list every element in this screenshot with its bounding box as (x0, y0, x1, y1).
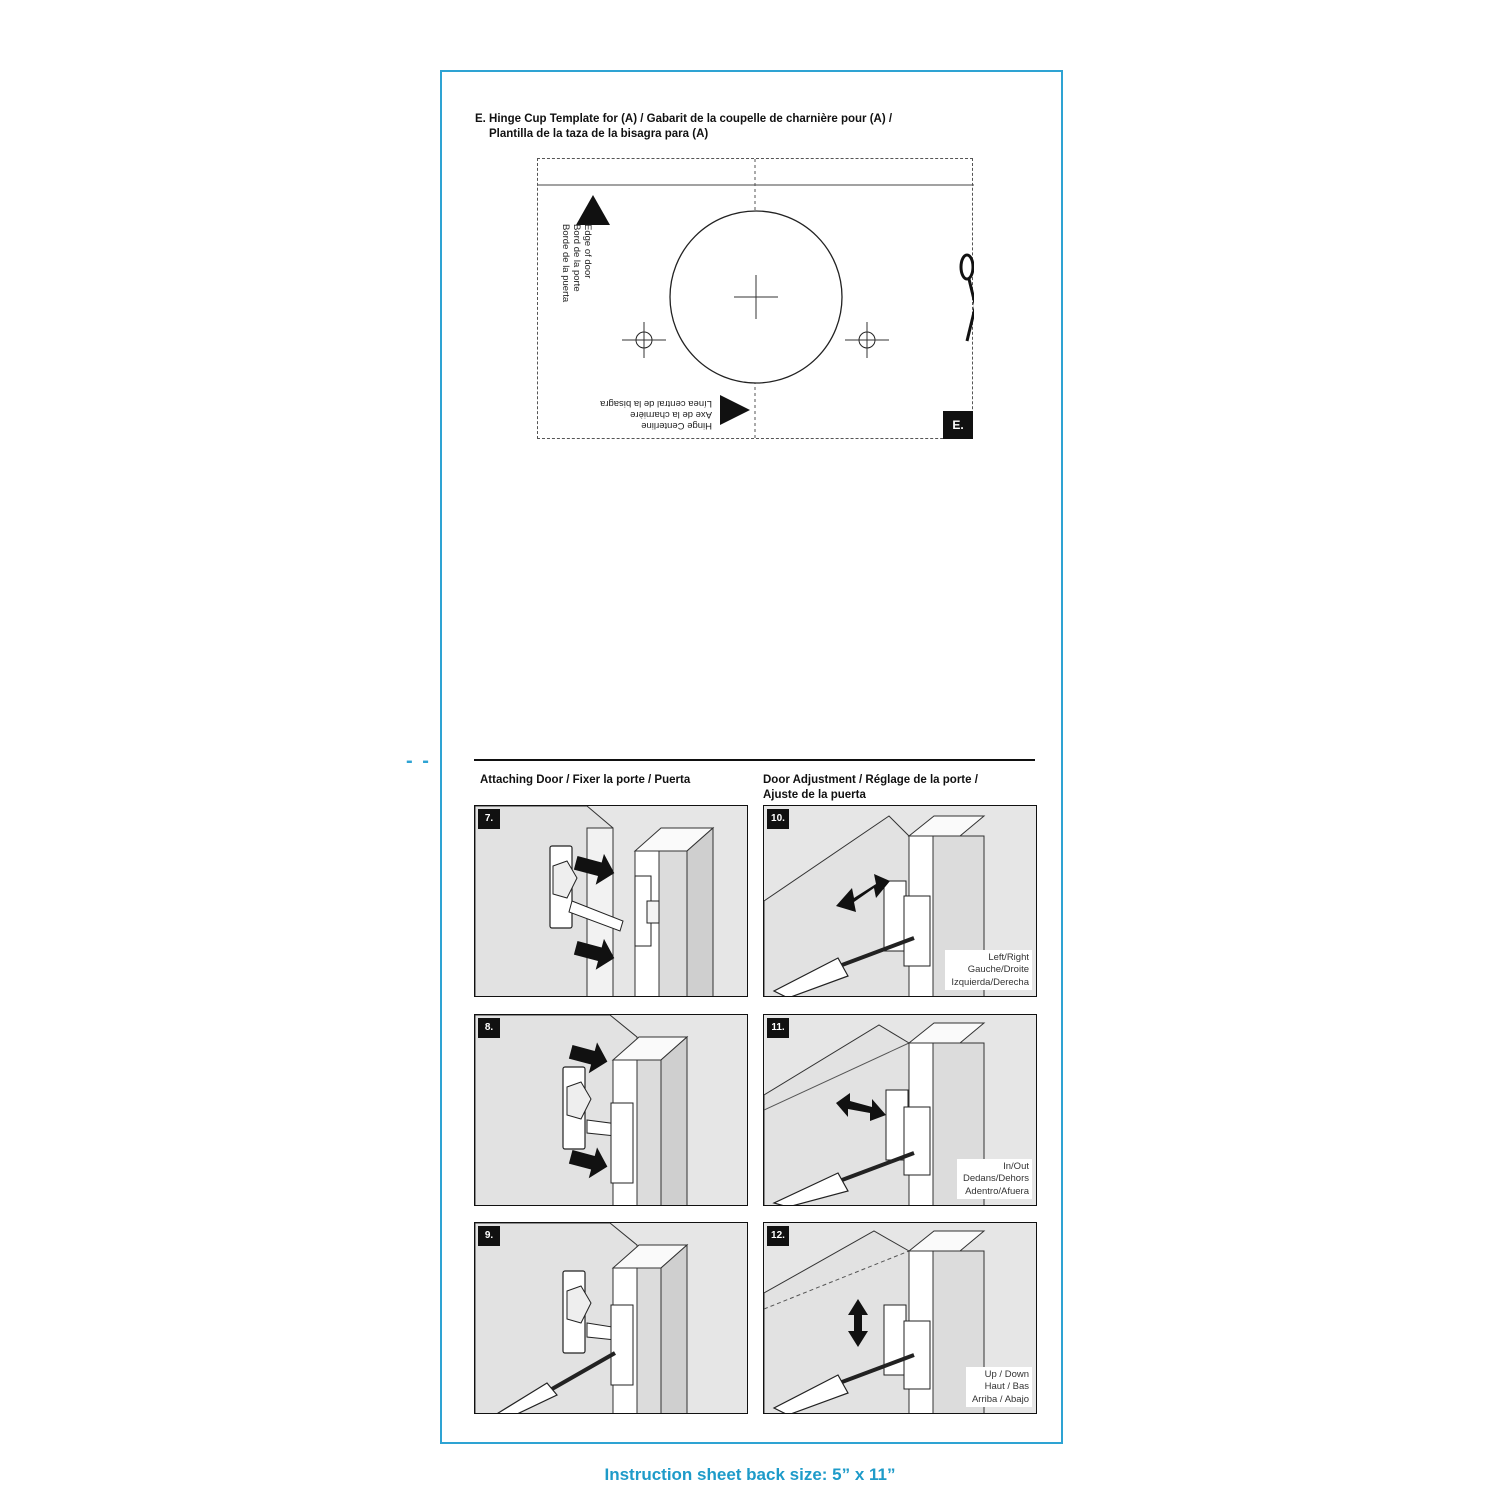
step-number: 12. (767, 1226, 789, 1246)
step-8-illustration (475, 1015, 748, 1206)
sheet-size-caption: Instruction sheet back size: 5” x 11” (604, 1465, 896, 1484)
step-7-illustration (475, 806, 748, 997)
crosshair-icon (845, 322, 889, 358)
template-title-line2: Plantilla de la taza de la bisagra para (A) (489, 128, 709, 140)
attaching-door-title: Attaching Door / Fixer la porte / Puerta (480, 774, 691, 786)
step-number: 10. (767, 809, 789, 829)
step-9-illustration (475, 1223, 748, 1414)
step-number: 7. (478, 809, 500, 829)
template-title (475, 112, 945, 142)
hinge-centerline-label: Hinge Centerline Axe de la charnière Línea central de la bisagra (600, 398, 712, 431)
template-badge: E. (943, 411, 973, 439)
step-9-panel (474, 1222, 748, 1414)
step-12-panel (763, 1222, 1037, 1414)
door-adjustment-title: Door Adjustment / Réglage de la porte / Ajuste de la puerta (763, 774, 978, 801)
step-number: 11. (767, 1018, 789, 1038)
fold-mark: - - (406, 750, 431, 772)
template-title-line1: E. Hinge Cup Template for (A) / Gabarit de la coupelle de charnière pour (A) / (475, 113, 893, 125)
step-number: 9. (478, 1226, 500, 1246)
scissors-icon (961, 255, 974, 341)
right-triangle-icon (720, 395, 750, 425)
up-triangle-icon (576, 195, 610, 225)
edge-of-door-label: Edge of door Bord de la porte Borde de la puerta (560, 224, 593, 303)
hinge-cup-template (537, 158, 973, 439)
step-11-panel (763, 1014, 1037, 1206)
up-down-label: Up / Down Haut / Bas Arriba / Abajo (966, 1367, 1032, 1408)
left-right-label: Left/Right Gauche/Droite Izquierda/Derecha (945, 950, 1032, 991)
in-out-label: In/Out Dedans/Dehors Adentro/Afuera (957, 1159, 1032, 1200)
step-number: 8. (478, 1018, 500, 1038)
crosshair-icon (622, 322, 666, 358)
step-7-panel (474, 805, 748, 997)
section-divider (474, 759, 1035, 761)
step-10-panel (763, 805, 1037, 997)
step-8-panel (474, 1014, 748, 1206)
